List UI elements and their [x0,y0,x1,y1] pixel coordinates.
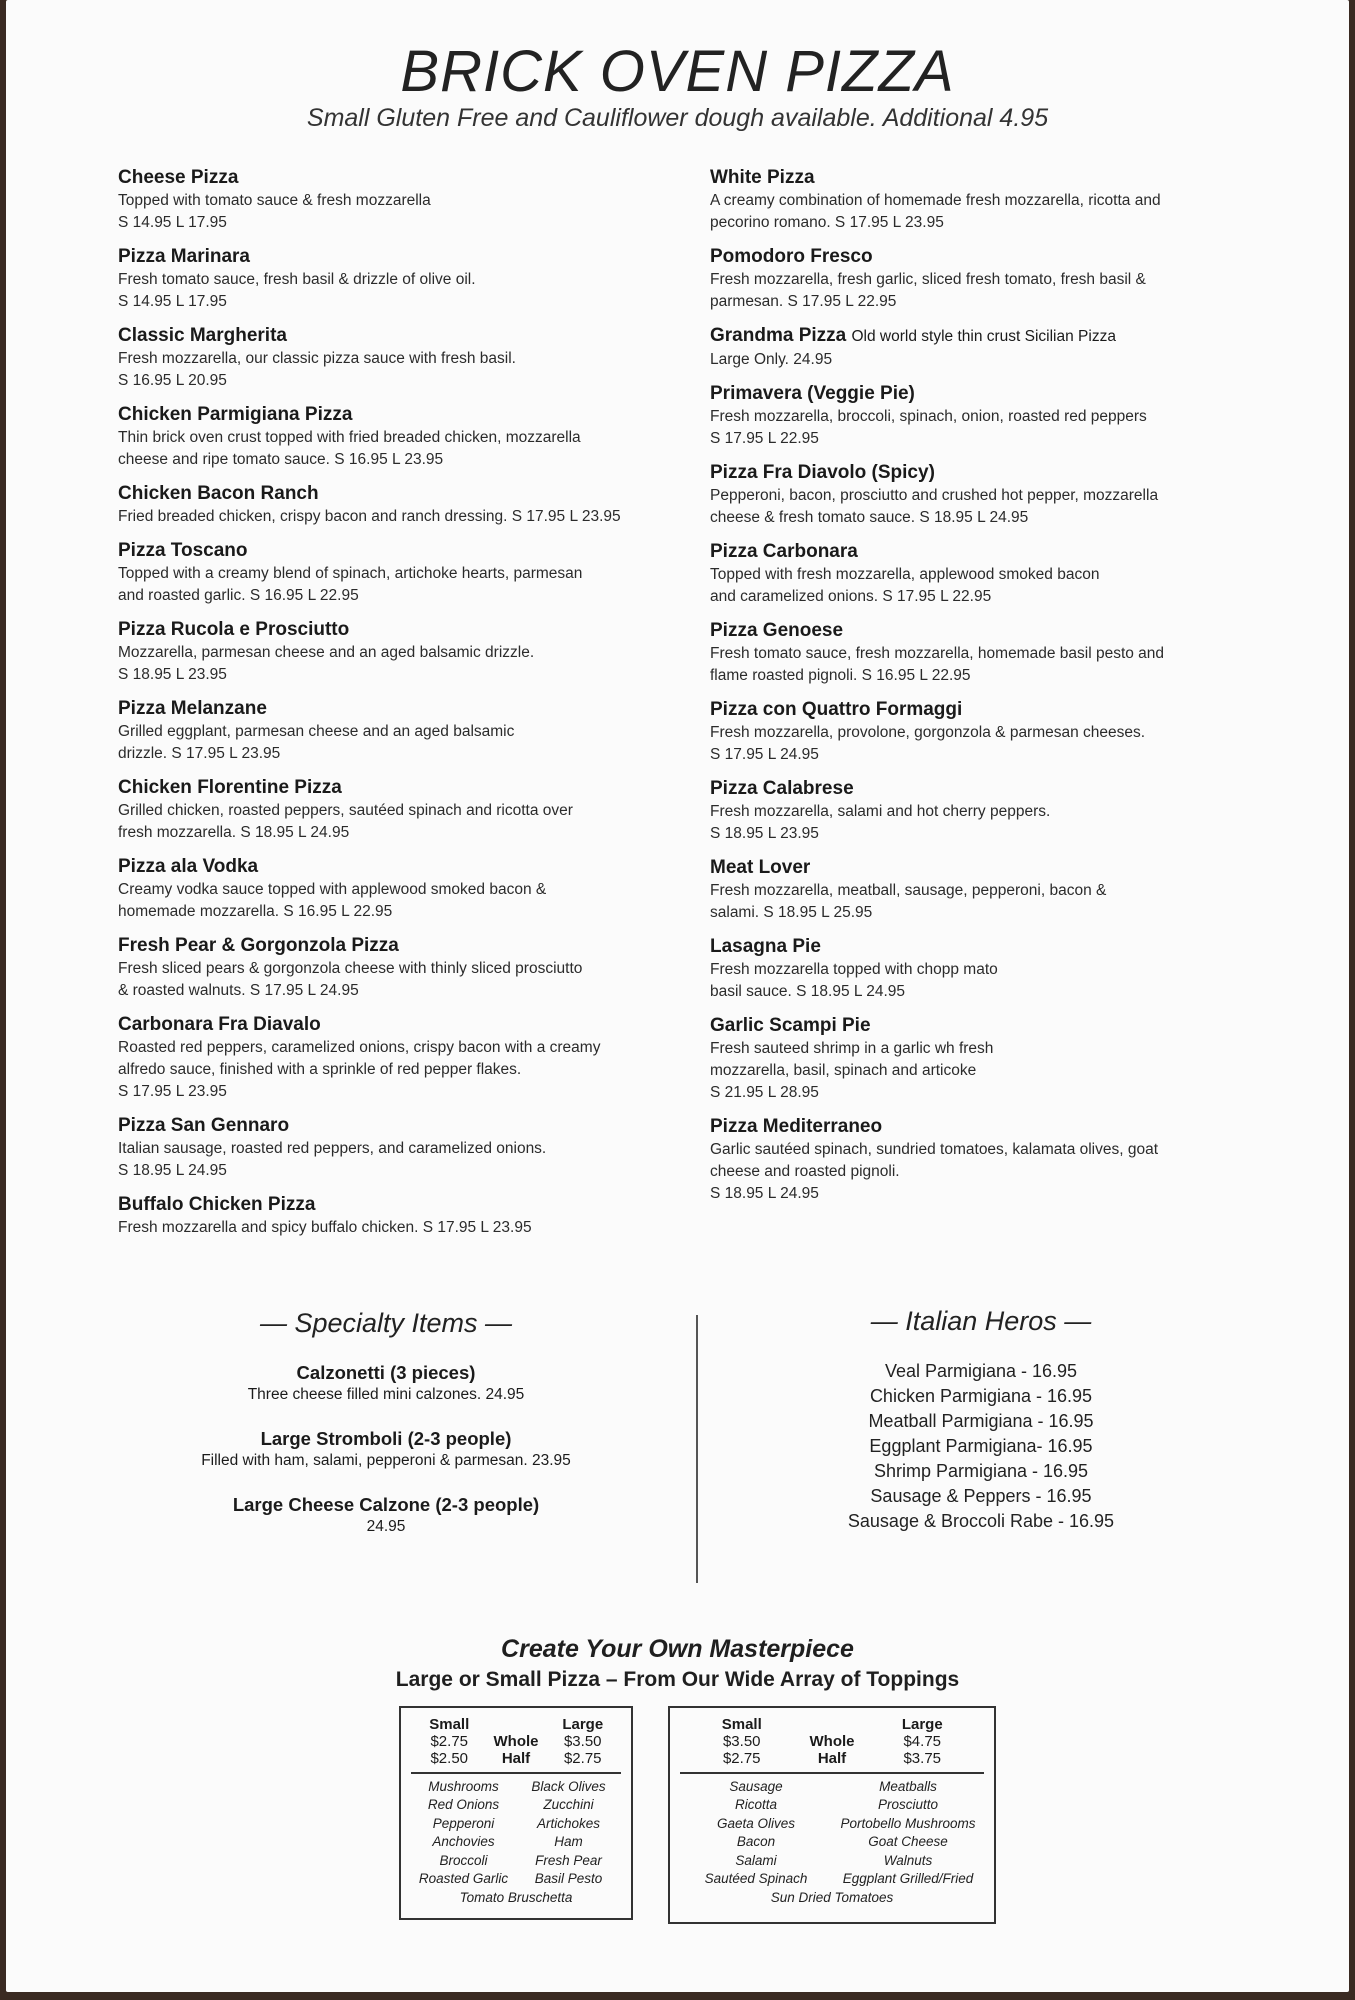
topping-item: Basil Pesto [534,1871,603,1886]
topping-item: Goat Cheese [868,1834,948,1849]
menu-item-desc: Italian sausage, roasted red peppers, and caramelized onions. S 18.95 L 24.95 [118,1140,547,1179]
menu-item-title: Chicken Florentine Pizza [118,777,342,798]
hero-item: Meatball Parmigiana - 16.95 [868,1411,1094,1431]
menu-item [710,698,1250,766]
hero-item: Eggplant Parmigiana- 16.95 [869,1436,1093,1456]
menu-item-name [710,1115,1250,1139]
menu-sheet [6,0,1349,1992]
menu-item-title: Grandma Pizza [710,325,847,346]
menu-item-desc: Grilled chicken, roasted peppers, sautéed spinach and ricotta over fresh mozzarella. S 18.95 L 24.95 [118,802,573,841]
topping-item: Pepperoni [432,1815,495,1831]
menu-item-desc: Thin brick oven crust topped with fried breaded chicken, mozzarella cheese and ripe tomato sauce. S 16.95 L 23.95 [118,429,581,468]
menu-item-desc: Garlic sautéed spinach, sundried tomatoes, kalamata olives, goat cheese and roasted pignoli. S 18.95 L 24.95 [710,1141,1159,1202]
menu-item [710,619,1250,687]
menu-item-name [710,166,1250,190]
topping-item: Meatballs [879,1778,937,1794]
menu-item-desc: Fresh sauteed shrimp in a garlic wh fresh mozzarella, basil, spinach and articoke S 21.95 L 28.95 [710,1040,994,1101]
price-small-whole: $2.75 [430,1733,469,1750]
menu-item [118,482,678,528]
menu-item-title: Pizza San Gennaro [118,1115,290,1136]
spacer [488,1716,545,1733]
topping-item: Roasted Garlic [418,1871,509,1886]
menu-item-name [710,382,1250,406]
menu-title: BRICK OVEN PIZZA [400,39,955,104]
menu-item-desc: Grilled eggplant, parmesan cheese and an aged balsamic drizzle. S 17.95 L 23.95 [118,723,515,762]
menu-item [710,1115,1250,1205]
toppings-list [411,1778,621,1889]
menu-item-desc: Topped with fresh mozzarella, applewood smoked bacon and caramelized onions. S 17.95 L 22.95 [710,566,1100,605]
toppings-list [680,1778,984,1889]
create-your-own-section [6,1633,1349,1695]
hero-item: Sausage & Peppers - 16.95 [870,1486,1092,1506]
half-label: Half [501,1750,531,1767]
specialty-item-desc: Three cheese filled mini calzones. 24.95 [247,1386,525,1403]
menu-item-name [118,403,678,427]
menu-item-desc: Mozzarella, parmesan cheese and an aged balsamic drizzle. S 18.95 L 23.95 [118,644,535,683]
size-header-large: Large [901,1716,943,1733]
menu-item-desc: Roasted red peppers, caramelized onions, crispy bacon with a creamy alfredo sauce, finished with a sprinkle of red pepper flakes. S 17.95 L 23.95 [118,1039,601,1100]
price-grid [411,1716,621,1767]
topping-item: Anchovies [432,1834,495,1849]
half-label: Half [817,1750,847,1767]
menu-item-title: Fresh Pear & Gorgonzola Pizza [118,935,399,956]
menu-item [118,539,678,607]
menu-item [710,935,1250,1003]
topping-item: Salami [735,1852,777,1868]
topping-item: Prosciutto [877,1797,939,1812]
topping-item: Artichokes [536,1815,601,1831]
menu-item-name [118,1114,678,1138]
menu-item-title: Garlic Scampi Pie [710,1015,871,1036]
specialty-section [126,1308,646,1559]
menu-item-desc: Fresh mozzarella, meatball, sausage, pepperoni, bacon & salami. S 18.95 L 25.95 [710,882,1107,921]
price-large-half: $2.75 [563,1750,602,1767]
specialty-item-name: Large Stromboli (2-3 people) [260,1428,512,1449]
menu-item [118,697,678,765]
topping-item: Tomato Bruschetta [459,1889,573,1905]
menu-item-name [710,777,1250,801]
hero-item: Chicken Parmigiana - 16.95 [869,1386,1093,1406]
hero-item: Sausage & Broccoli Rabe - 16.95 [847,1511,1115,1531]
menu-item [118,324,678,392]
menu-item-title: Meat Lover [710,857,811,878]
divider-rule [411,1772,621,1774]
menu-item-name [710,856,1250,880]
menu-item-name [118,618,678,642]
menu-item-title: Chicken Parmigiana Pizza [118,404,353,425]
menu-item-desc: A creamy combination of homemade fresh mozzarella, ricotta and pecorino romano. S 17.95 L 23.95 [710,192,1161,231]
menu-item-name [118,539,678,563]
menu-item-name [118,324,678,348]
hero-item: Veal Parmigiana - 16.95 [884,1361,1078,1381]
menu-item-title: White Pizza [710,167,815,188]
topping-item: Eggplant Grilled/Fried [842,1871,974,1886]
menu-item-title: Carbonara Fra Diavalo [118,1014,321,1035]
topping-item: Portobello Mushrooms [840,1815,976,1831]
menu-item [118,1013,678,1103]
menu-item-name [118,1013,678,1037]
menu-item-title: Pizza Genoese [710,620,844,641]
menu-item-name [118,166,678,190]
price-large-whole: $4.75 [903,1733,942,1750]
menu-item-title: Pizza con Quattro Formaggi [710,699,963,720]
price-grid [680,1716,984,1767]
topping-item: Sausage [729,1778,783,1794]
menu-item [118,776,678,844]
topping-item: Broccoli [439,1852,488,1868]
menu-item-desc: Pepperoni, bacon, prosciutto and crushed hot pepper, mozzarella cheese & fresh tomato sauce. S 18.95 L 24.95 [710,487,1159,526]
menu-item-title: Lasagna Pie [710,936,821,957]
menu-item-name [118,482,678,506]
menu-item-desc: Topped with tomato sauce & fresh mozzarella S 14.95 L 17.95 [118,192,431,231]
menu-item-name [118,245,678,269]
menu-item-desc: Fried breaded chicken, crispy bacon and ranch dressing. S 17.95 L 23.95 [118,508,621,525]
specialty-item [126,1427,646,1471]
heros-section [766,1306,1196,1534]
menu-item-desc: Creamy vodka sauce topped with applewood smoked bacon & homemade mozzarella. S 16.95 L 22.95 [118,881,547,920]
menu-item-desc: Fresh mozzarella, provolone, gorgonzola & parmesan cheeses. S 17.95 L 24.95 [710,724,1146,763]
menu-item [118,166,678,234]
menu-item-title: Buffalo Chicken Pizza [118,1194,316,1215]
whole-label: Whole [493,1733,539,1750]
menu-item-title: Chicken Bacon Ranch [118,483,319,504]
topping-item: Gaeta Olives [716,1815,796,1831]
menu-item-name [710,324,1250,349]
menu-item-title: Primavera (Veggie Pie) [710,383,915,404]
topping-item: Zucchini [543,1797,594,1812]
menu-item-title: Pizza ala Vodka [118,856,259,877]
menu-item [118,1114,678,1182]
spacer [804,1716,861,1733]
menu-item [118,1193,678,1239]
menu-item-title: Pizza Toscano [118,540,248,561]
menu-item-name [118,934,678,958]
menu-item-desc: Fresh tomato sauce, fresh basil & drizzle of olive oil. S 14.95 L 17.95 [118,271,476,310]
menu-item-name [710,540,1250,564]
menu-item [710,856,1250,924]
menu-item-desc: Fresh mozzarella, broccoli, spinach, onion, roasted red peppers S 17.95 L 22.95 [710,408,1147,447]
menu-item [118,934,678,1002]
create-subtitle: Large or Small Pizza – From Our Wide Array of Toppings [395,1668,960,1691]
menu-item [118,855,678,923]
menu-item-desc: Fresh tomato sauce, fresh mozzarella, homemade basil pesto and flame roasted pignoli. S 16.95 L 22.95 [710,645,1165,684]
menu-item-title: Pomodoro Fresco [710,246,873,267]
menu-item-name [710,1014,1250,1038]
menu-item-name [710,619,1250,643]
menu-item [118,245,678,313]
menu-item-title: Pizza Mediterraneo [710,1116,883,1137]
menu-item-name [710,698,1250,722]
menu-item-title: Pizza Marinara [118,246,250,267]
topping-item: Red Onions [427,1797,500,1812]
menu-item-desc: Fresh mozzarella and spicy buffalo chicken. S 17.95 L 23.95 [118,1219,532,1236]
price-small-half: $2.50 [430,1750,469,1767]
specialty-item [126,1361,646,1405]
menu-item [710,777,1250,845]
specialty-item-desc: Filled with ham, salami, pepperoni & parmesan. 23.95 [201,1452,571,1469]
specialty-heading: — Specialty Items — [259,1308,513,1338]
menu-item-desc: Fresh mozzarella topped with chopp mato basil sauce. S 18.95 L 24.95 [710,961,998,1000]
menu-item-name [118,776,678,800]
menu-item-desc: Large Only. 24.95 [710,351,833,368]
create-title: Create Your Own Masterpiece [501,1635,854,1663]
size-header-small: Small [721,1716,762,1733]
price-large-whole: $3.50 [563,1733,602,1750]
menu-item-title: Pizza Carbonara [710,541,858,562]
menu-item-desc: Fresh mozzarella, salami and hot cherry peppers. S 18.95 L 23.95 [710,803,1051,842]
menu-item-desc: Fresh mozzarella, our classic pizza sauce with fresh basil. S 16.95 L 20.95 [118,350,516,389]
specialty-item-name: Large Cheese Calzone (2-3 people) [232,1494,540,1515]
menu-item [710,245,1250,313]
topping-item: Ham [554,1834,583,1849]
topping-item: Fresh Pear [535,1852,602,1868]
topping-item: Sautéed Spinach [704,1871,808,1886]
divider-rule [680,1772,984,1774]
topping-item: Sun Dried Tomatoes [770,1889,894,1905]
menu-item [710,324,1250,371]
price-large-half: $3.75 [903,1750,942,1767]
menu-subtitle: Small Gluten Free and Cauliflower dough available. Additional 4.95 [306,104,1049,132]
topping-item: Bacon [736,1834,776,1849]
topping-item: Mushrooms [428,1778,499,1794]
price-small-half: $2.75 [722,1750,761,1767]
menu-item [118,618,678,686]
menu-item-name [710,461,1250,485]
topping-item: Ricotta [734,1797,778,1812]
topping-item: Walnuts [883,1852,933,1868]
menu-item [710,540,1250,608]
menu-item [710,166,1250,234]
specialty-item [126,1493,646,1537]
menu-item-name [118,1193,678,1217]
menu-item-name [710,245,1250,269]
menu-item-desc: Topped with a creamy blend of spinach, artichoke hearts, parmesan and roasted garlic. S 16.95 L 22.95 [118,565,583,604]
menu-item-name [118,855,678,879]
menu-item-title: Pizza Rucola e Prosciutto [118,619,350,640]
size-header-large: Large [562,1716,604,1733]
menu-item [710,461,1250,529]
menu-item [710,382,1250,450]
menu-item-title: Cheese Pizza [118,167,239,188]
menu-item [710,1014,1250,1104]
price-small-whole: $3.50 [722,1733,761,1750]
pizza-column-left [118,166,678,1250]
size-header-small: Small [429,1716,470,1733]
hero-item: Shrimp Parmigiana - 16.95 [873,1461,1089,1481]
menu-item-desc: Fresh mozzarella, fresh garlic, sliced fresh tomato, fresh basil & parmesan. S 17.95 L 22.95 [710,271,1146,310]
menu-item-title: Classic Margherita [118,325,287,346]
specialty-item-desc: 24.95 [366,1518,406,1535]
menu-item-tagline: Old world style thin crust Sicilian Pizza [851,328,1116,345]
menu-item-title: Pizza Melanzane [118,698,267,719]
menu-item-name [118,697,678,721]
pizza-column-right [710,166,1250,1216]
menu-item-title: Pizza Fra Diavolo (Spicy) [710,462,935,483]
toppings-box-premium [668,1706,996,1924]
whole-label: Whole [809,1733,855,1750]
menu-item-title: Pizza Calabrese [710,778,854,799]
section-divider [696,1315,698,1583]
menu-item [118,403,678,471]
specialty-item-name: Calzonetti (3 pieces) [296,1362,476,1383]
menu-item-name [710,935,1250,959]
heros-heading: — Italian Heros — [870,1306,1092,1336]
toppings-box-standard [399,1706,633,1920]
topping-item: Black Olives [531,1778,606,1794]
menu-item-desc: Fresh sliced pears & gorgonzola cheese with thinly sliced prosciutto & roasted walnuts. S 17.95 L 24.95 [118,960,583,999]
